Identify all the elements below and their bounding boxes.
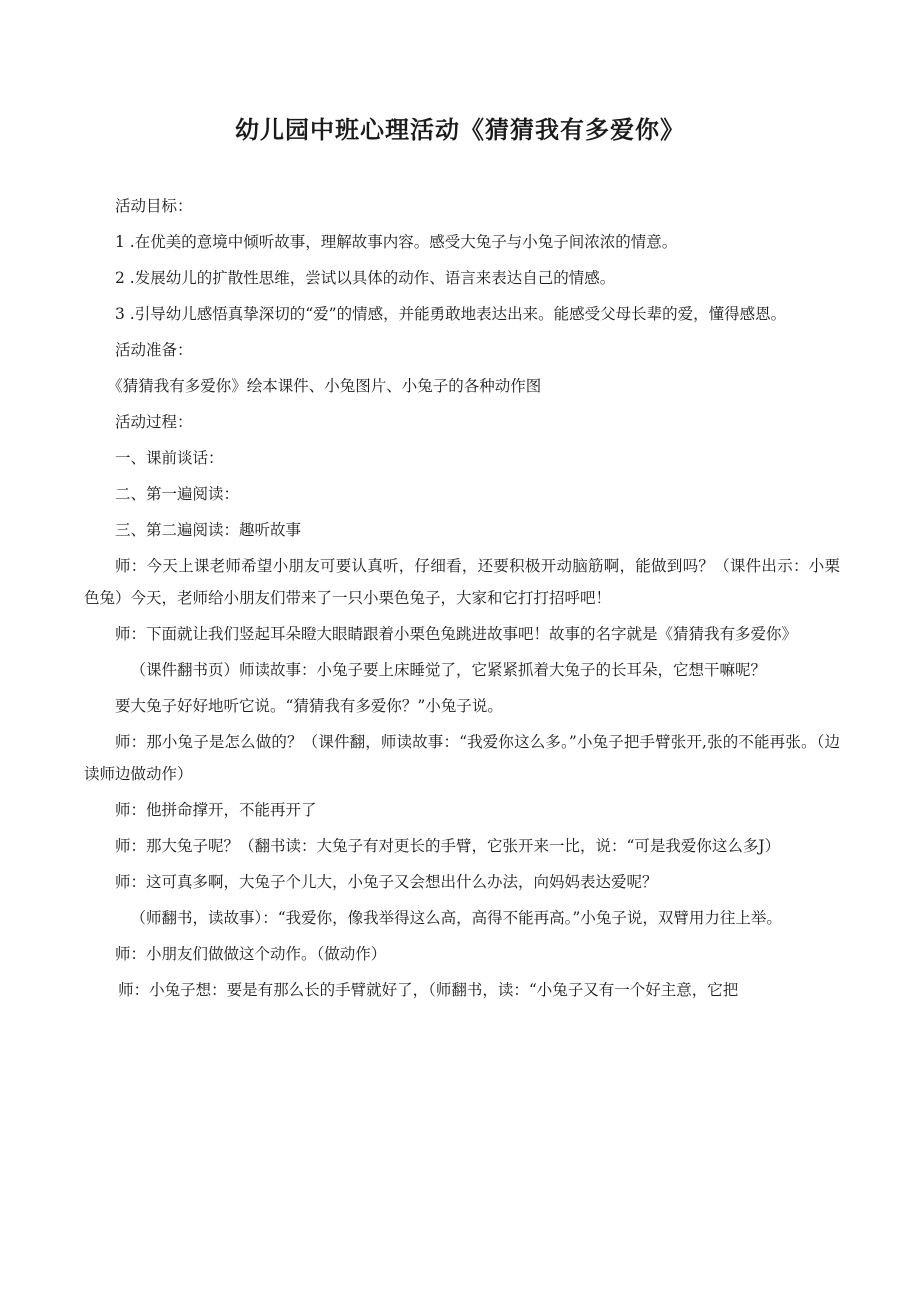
document-body — [84, 190, 840, 1010]
body-paragraph: 师：这可真多啊，大兔子个儿大，小兔子又会想出什么办法，向妈妈表达爱呢？ — [115, 873, 658, 891]
body-paragraph: 师：小朋友们做做这个动作。（做动作） — [115, 945, 387, 963]
process-step-3: 三、第二遍阅读：趣听故事 — [115, 521, 302, 539]
document-title: 幼儿园中班心理活动《猜猜我有多爱你》 — [235, 116, 685, 144]
section-heading-preparation: 活动准备： — [115, 341, 193, 359]
body-paragraph: 师：他拼命撑开，不能再开了 — [115, 801, 317, 819]
process-step-1: 一、课前谈话： — [115, 449, 224, 467]
goal-item-3: 3 .引导幼儿感悟真挚深切的“爱”的情感，并能勇敢地表达出来。能感受父母长辈的爱，懂得感恩。 — [115, 305, 787, 323]
body-paragraph: 要大兔子好好地听它说。“猜猜我有多爱你？”小兔子说。 — [115, 697, 503, 715]
body-paragraph: （师翻书，读故事）：“我爱你，像我举得这么高，高得不能再高。”小兔子说，双臂用力往上举。 — [130, 909, 782, 927]
body-paragraph: （课件翻书页）师读故事：小兔子要上床睡觉了，它紧紧抓着大兔子的长耳朵，它想干嘛呢？ — [130, 661, 767, 679]
body-paragraph: 师：今天上课老师希望小朋友可要认真听，仔细看，还要积极开动脑筋啊，能做到吗？（课件出示：小栗色兔）今天，老师给小朋友们带来了一只小栗色兔子，大家和它打打招呼吧！ — [84, 557, 840, 607]
goal-item-2: 2 .发展幼儿的扩散性思维，尝试以具体的动作、语言来表达自己的情感。 — [115, 269, 616, 287]
body-paragraph: 师：那小兔子是怎么做的？（课件翻，师读故事：“我爱你这么多。”小兔子把手臂张开,张的不能再张。（边读师边做动作） — [84, 733, 840, 783]
body-paragraph: 师：那大兔子呢？（翻书读：大兔子有对更长的手臂，它张开来一比，说：“可是我爱你这么多J） — [115, 837, 781, 855]
preparation-text: 《猜猜我有多爱你》绘本课件、小兔图片、小兔子的各种动作图 — [107, 377, 542, 395]
process-step-2: 二、第一遍阅读： — [115, 485, 240, 503]
body-paragraph: 师：下面就让我们竖起耳朵瞪大眼睛跟着小栗色兔跳进故事吧！故事的名字就是《猜猜我有多爱你》 — [115, 625, 798, 643]
section-heading-goals: 活动目标： — [115, 197, 193, 215]
goal-item-1: 1 .在优美的意境中倾听故事，理解故事内容。感受大兔子与小兔子间浓浓的情意。 — [115, 233, 678, 251]
body-paragraph: 师：小兔子想：要是有那么长的手臂就好了，（师翻书，读：“小兔子又有一个好主意，它把 — [118, 981, 739, 999]
section-heading-process: 活动过程： — [115, 413, 193, 431]
